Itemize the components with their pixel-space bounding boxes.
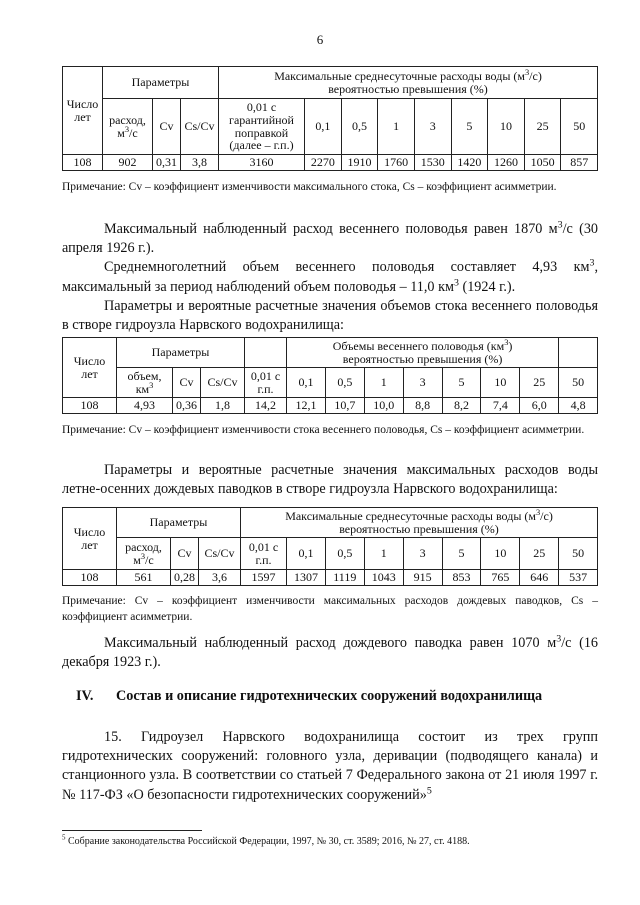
header-prob: 0,1: [287, 368, 326, 398]
cell-value: 12,1: [287, 398, 326, 414]
cell-value: 10,7: [325, 398, 364, 414]
cell-years: 108: [63, 570, 117, 586]
note-2: Примечание: Cv – коэффициент изменчивости стока весеннего половодья, Cs – коэффициент асимметрии.: [62, 424, 585, 436]
header-flow: расход, $м^3/с$: [117, 538, 171, 570]
cell-value: 10,0: [364, 398, 403, 414]
table-row: [63, 155, 598, 171]
section-heading: [62, 688, 598, 705]
header-prob: 10: [481, 538, 520, 570]
paragraph-max-rain-flow: Максимальный наблюденный расход дождевого паводка равен 1070 $м^3/с$ (16 декабря 1923 г.).: [62, 633, 599, 671]
header-prob: 1: [378, 99, 415, 155]
cell-value: 1530: [414, 155, 451, 171]
header-years: Число лет: [63, 67, 103, 155]
cell-cv: 0,28: [171, 570, 199, 586]
header-prob: 25: [520, 368, 559, 398]
header-years: Число лет: [63, 508, 117, 570]
section-number: IV.: [76, 688, 94, 704]
cell-value: 1050: [524, 155, 561, 171]
paragraph-15: 15. Гидроузел Нарвского водохранилища состоит из трех групп гидротехнических сооружений: головного узла, деривации (подводящего канала) и станционного узла. В соответствии со статьей 7 Федерального закона от 21 июля 1997 г. № 117-ФЗ «О безопасности гидротехнических сооружений»$^5$: [62, 729, 598, 803]
text-block-4: [62, 728, 598, 805]
header-years: Число лет: [63, 338, 117, 398]
header-prob: 3: [403, 538, 442, 570]
header-prob: 0,1: [305, 99, 342, 155]
header-prob: 10: [488, 99, 525, 155]
header-cv: Cv: [173, 368, 201, 398]
cell-value: 8,2: [442, 398, 481, 414]
table-rain-flood-discharge: [62, 507, 598, 586]
note-1: Примечание: Cv – коэффициент изменчивости максимального стока, Cs – коэффициент асимметрии.: [62, 181, 557, 193]
header-prob: 1: [364, 368, 403, 398]
header-prob: 50: [559, 538, 598, 570]
paragraph-volume-params-intro: Параметры и вероятные расчетные значения объемов стока весеннего половодья в створе гидроузла Нарвского водохранилища:: [62, 297, 598, 333]
cell-value: 915: [403, 570, 442, 586]
header-prob: 50: [561, 99, 598, 155]
cell-first: 14,2: [245, 398, 287, 414]
header-volume-param: объем, $км^3$: [117, 368, 173, 398]
header-cv: Cv: [153, 99, 181, 155]
table-row: [63, 570, 598, 586]
text-block-3: [62, 634, 598, 672]
header-params: Параметры: [103, 67, 219, 99]
paragraph-mean-volume: Среднемноголетний объем весеннего половодья составляет 4,93 $км^3$, максимальный за период наблюдений объем половодья – 11,0 $км^3$ (1924 г.).: [62, 257, 598, 295]
header-prob-first: 0,01 с гарантийной поправкой (далее – г.п.): [219, 99, 305, 155]
cell-cv: 0,36: [173, 398, 201, 414]
header-cv: Cv: [171, 538, 199, 570]
cell-cscv: 1,8: [201, 398, 245, 414]
cell-value: 1043: [364, 570, 403, 586]
footnote-separator: [62, 830, 202, 831]
header-prob: 0,5: [341, 99, 378, 155]
section-title: Состав и описание гидротехнических сооружений водохранилища: [116, 688, 543, 704]
header-prob: 25: [524, 99, 561, 155]
header-prob-first: 0,01 с г.п.: [245, 368, 287, 398]
header-prob: 0,5: [325, 538, 364, 570]
header-cscv: Cs/Cv: [199, 538, 241, 570]
note-3: Примечание: Cv – коэффициент изменчивости максимальных расходов дождевых паводков, Cs – коэффициент асимметрии.: [62, 595, 598, 623]
header-prob: 5: [442, 368, 481, 398]
paragraph-rain-flood-intro: Параметры и вероятные расчетные значения максимальных расходов воды летне-осенних дождевых паводков в створе гидроузла Нарвского водохранилища:: [62, 462, 598, 498]
cell-value: 1260: [488, 155, 525, 171]
header-params: Параметры: [117, 338, 245, 368]
cell-first: 3160: [219, 155, 305, 171]
header-prob-first: 0,01 с г.п.: [241, 538, 287, 570]
header-cscv: Cs/Cv: [201, 368, 245, 398]
header-cscv: Cs/Cv: [181, 99, 219, 155]
cell-value: 1420: [451, 155, 488, 171]
header-discharge: Максимальные среднесуточные расходы воды $(м^3/с)$ вероятностью превышения (%): [219, 67, 598, 99]
header-prob: 5: [451, 99, 488, 155]
cell-value: 537: [559, 570, 598, 586]
cell-cscv: 3,6: [199, 570, 241, 586]
header-prob: 1: [364, 538, 403, 570]
table-row: [63, 398, 598, 414]
cell-years: 108: [63, 398, 117, 414]
cell-value: 8,8: [403, 398, 442, 414]
cell-cscv: 3,8: [181, 155, 219, 171]
table-spring-volume: [62, 337, 598, 414]
cell-value: 1760: [378, 155, 415, 171]
cell-value: 1307: [287, 570, 326, 586]
text-block-1: [62, 220, 598, 335]
cell-value: 1119: [325, 570, 364, 586]
cell-value: 2270: [305, 155, 342, 171]
header-params: Параметры: [117, 508, 241, 538]
cell-value: 765: [481, 570, 520, 586]
header-prob: 3: [403, 368, 442, 398]
cell-value: 6,0: [520, 398, 559, 414]
header-prob: 0,5: [325, 368, 364, 398]
cell-years: 108: [63, 155, 103, 171]
header-prob: 10: [481, 368, 520, 398]
header-flow: расход, $м^3/с$: [103, 99, 153, 155]
text-block-2: [62, 461, 598, 499]
cell-flow: 902: [103, 155, 153, 171]
header-prob: 5: [442, 538, 481, 570]
cell-value: 853: [442, 570, 481, 586]
cell-value: 1910: [341, 155, 378, 171]
cell-cv: 0,31: [153, 155, 181, 171]
header-discharge: Максимальные среднесуточные расходы воды $(м^3/с)$ вероятностью превышения (%): [241, 508, 598, 538]
cell-value: 857: [561, 155, 598, 171]
cell-flow: 561: [117, 570, 171, 586]
cell-first: 1597: [241, 570, 287, 586]
cell-value: 7,4: [481, 398, 520, 414]
cell-value: 646: [520, 570, 559, 586]
paragraph-max-spring-flow: Максимальный наблюденный расход весеннего половодья равен 1870 $м^3/с$ (30 апреля 1926 г.).: [62, 219, 599, 257]
cell-value: 4,8: [559, 398, 598, 414]
cell-volume: 4,93: [117, 398, 173, 414]
header-volume: Объемы весеннего половодья $(км^3)$ вероятностью превышения (%): [287, 338, 559, 368]
table-max-discharge-spring: [62, 66, 598, 171]
footnote: $^5$ Собрание законодательства Российской Федерации, 1997, № 30, ст. 3589; 2016, № 27, ст. 4188.: [62, 833, 470, 847]
header-prob: 3: [414, 99, 451, 155]
header-prob: 0,1: [287, 538, 326, 570]
header-prob: 25: [520, 538, 559, 570]
page-number: 6: [316, 32, 324, 47]
header-prob: 50: [559, 368, 598, 398]
